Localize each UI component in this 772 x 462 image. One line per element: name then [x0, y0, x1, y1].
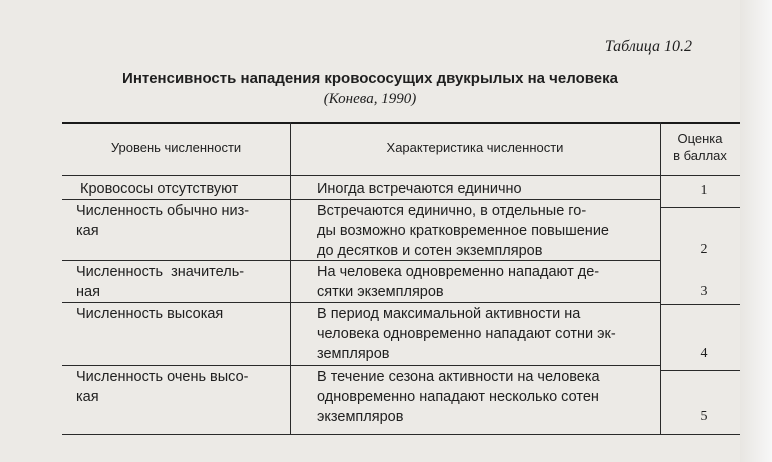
row-2-score: 2	[700, 242, 708, 257]
row-rule	[62, 302, 660, 303]
row-1-characteristic: Иногда встречаются единично	[317, 181, 522, 197]
table-title: Интенсивность нападения кровососущих двукрылых на человека	[122, 70, 618, 87]
row-3-characteristic: На человека одновременно нападают де- сятки экземпляров	[317, 264, 600, 300]
header-rule	[62, 175, 740, 176]
table-top-rule	[62, 122, 740, 124]
table-number: Таблица 10.2	[604, 38, 692, 55]
row-rule	[62, 365, 660, 366]
row-3-level: Численность значитель- ная	[76, 264, 245, 300]
row-5-characteristic: В течение сезона активности на человека одновременно нападают несколько сотен экземпляров	[317, 369, 600, 425]
row-4-level: Численность высокая	[76, 306, 224, 322]
page-edge	[740, 0, 772, 462]
row-2-level: Численность обычно низ- кая	[76, 203, 250, 239]
row-5-level: Численность очень высо- кая	[76, 369, 249, 405]
row-1-level: Кровососы отсутствуют	[80, 181, 239, 197]
row-3-score: 3	[700, 284, 708, 299]
header-level: Уровень численности	[110, 140, 242, 155]
column-divider-2	[660, 122, 661, 435]
score-rule	[660, 207, 740, 208]
header-score	[660, 130, 740, 164]
score-rule	[660, 304, 740, 305]
column-divider-1	[290, 122, 291, 435]
score-rule	[660, 370, 740, 371]
header-score-line2: в баллах	[673, 148, 727, 163]
row-5-score: 5	[700, 409, 708, 424]
header-characteristic: Характеристика численности	[386, 140, 564, 155]
row-4-score: 4	[700, 346, 708, 361]
header-score-line1: Оценка	[677, 131, 723, 146]
row-4-characteristic: В период максимальной активности на человека одновременно нападают сотни эк- земпляров	[317, 306, 616, 362]
row-2-characteristic: Встречаются единично, в отдельные го- ды возможно кратковременное повышение до десятков и сотен экземпляров	[317, 203, 609, 259]
row-1-score: 1	[700, 183, 708, 198]
table-source: (Конева, 1990)	[323, 91, 417, 107]
row-rule	[62, 199, 660, 200]
table-bottom-rule	[62, 434, 740, 435]
